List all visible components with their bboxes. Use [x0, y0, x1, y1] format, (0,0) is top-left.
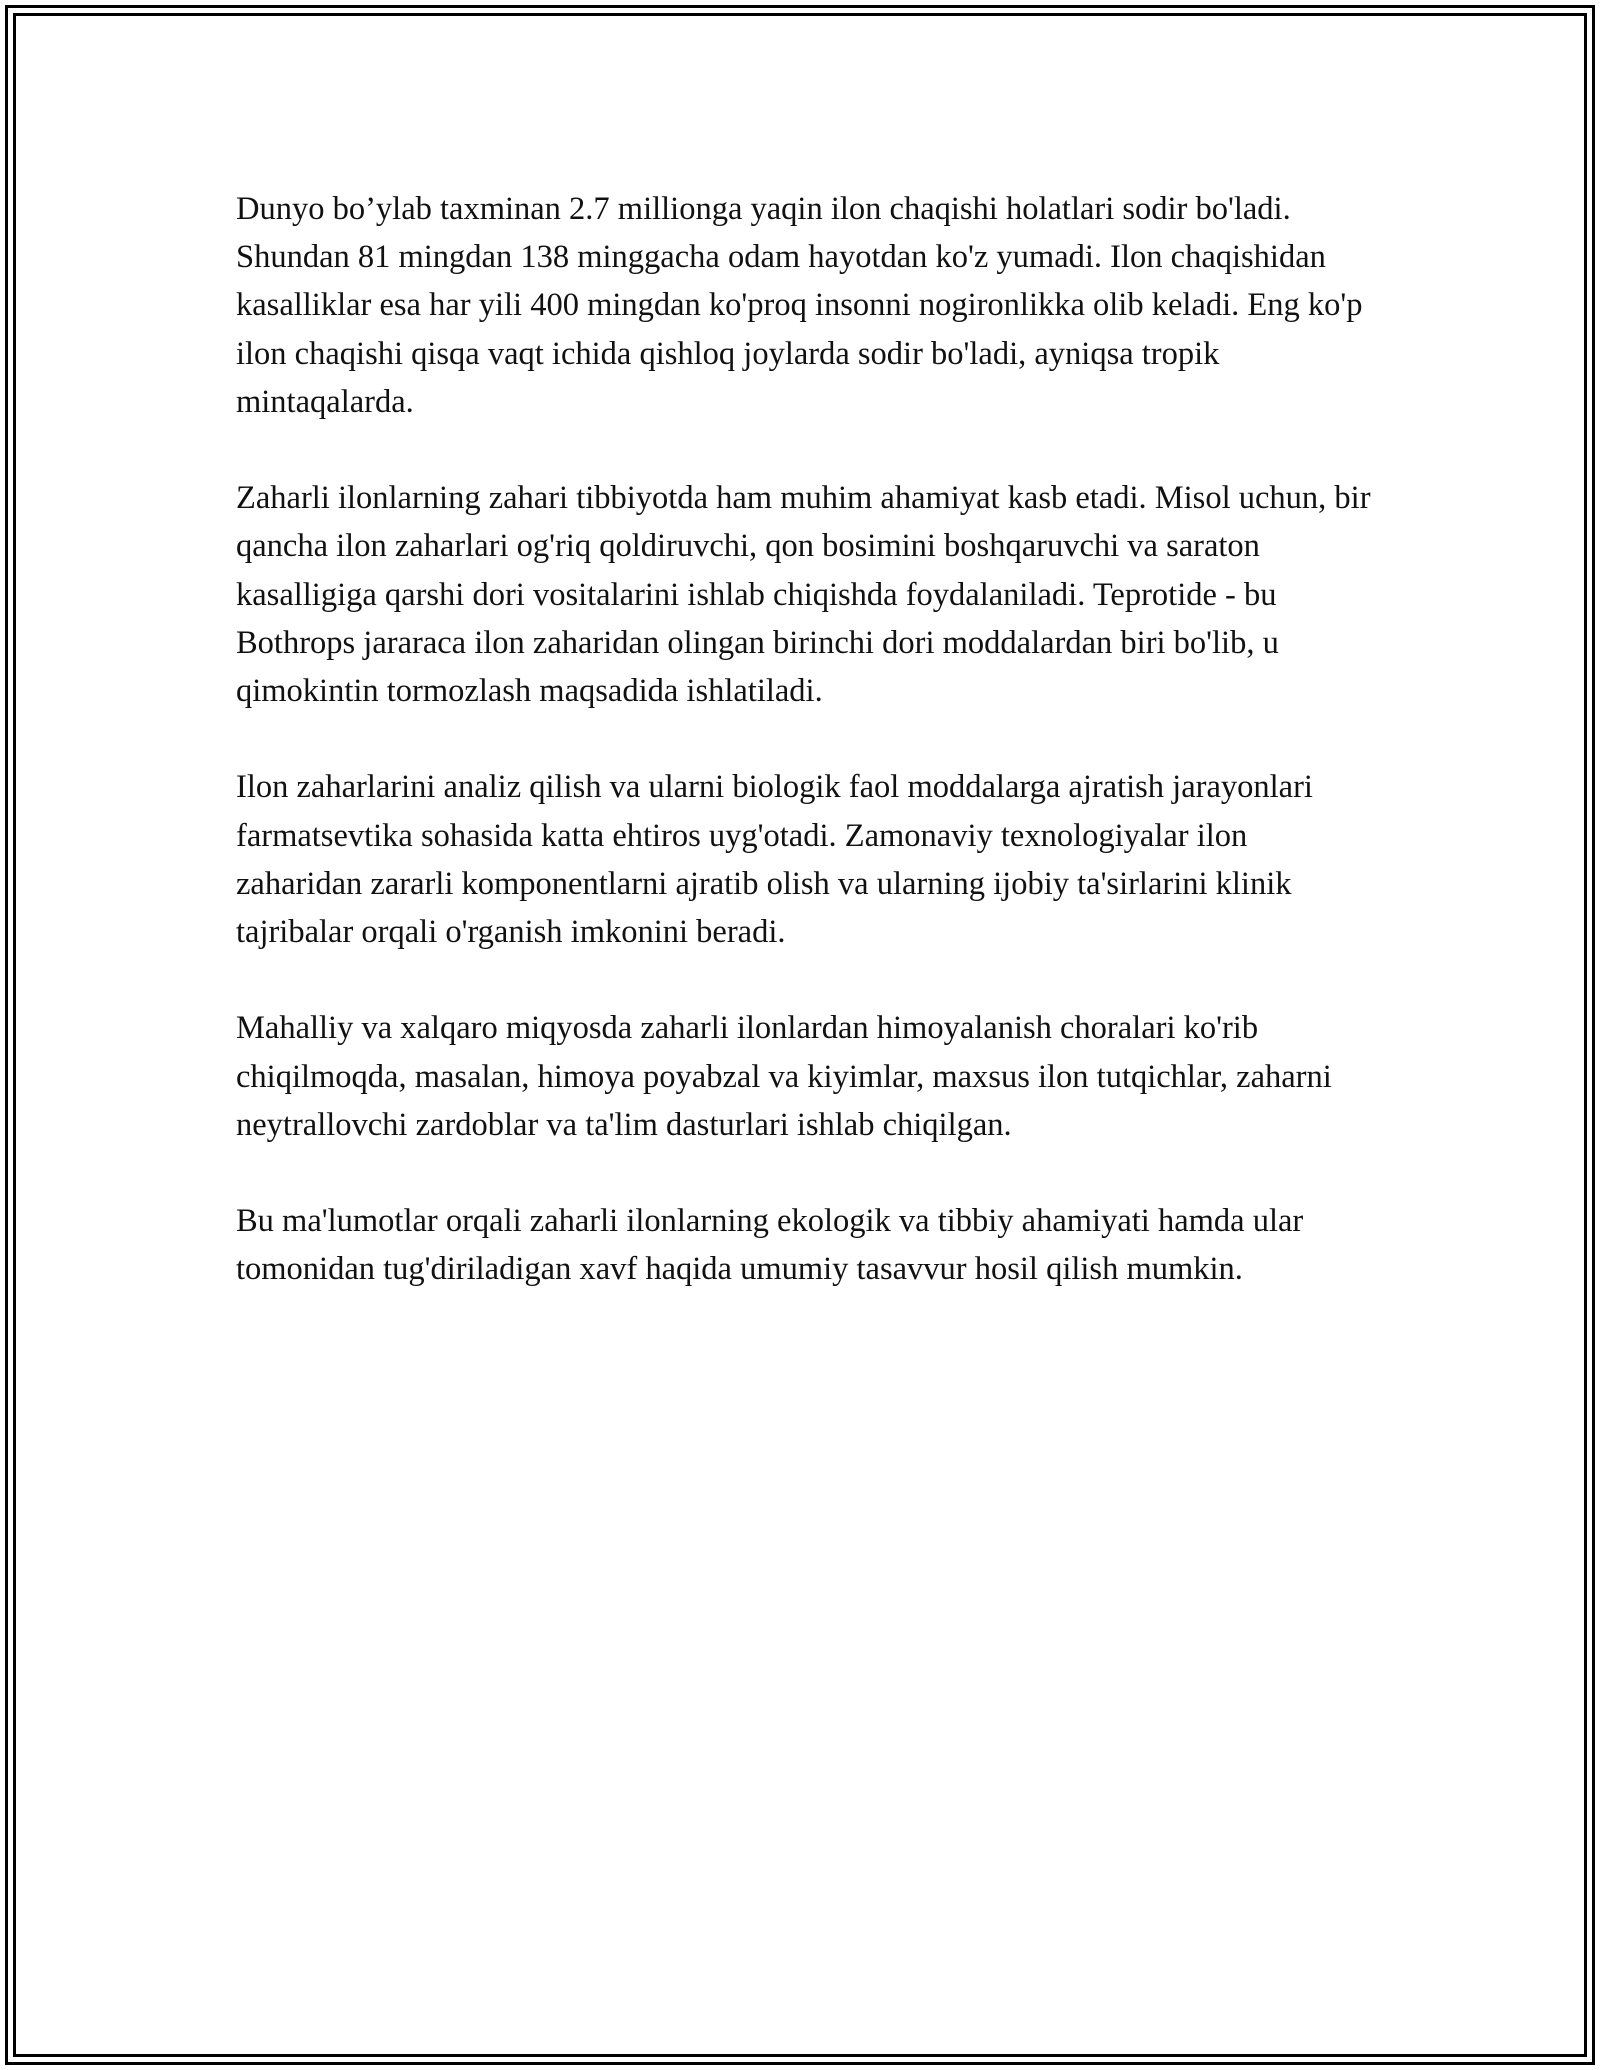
document-body	[236, 185, 1376, 1342]
paragraph-snakebite-statistics: Dunyo bo’ylab taxminan 2.7 millionga yaqin ilon chaqishi holatlari sodir bo'ladi. Shundan 81 mingdan 138 minggacha odam hayotdan ko'z yumadi. Ilon chaqishidan kasalliklar esa har yili 400 mingdan ko'proq insonni nogironlikka olib keladi. Eng ko'p ilon chaqishi qisqa vaqt ichida qishloq joylarda sodir bo'ladi, ayniqsa tropik mintaqalarda.	[236, 191, 1363, 420]
paragraph-conclusion: Bu ma'lumotlar orqali zaharli ilonlarning ekologik va tibbiy ahamiyati hamda ular tomonidan tug'diriladigan xavf haqida umumiy tasavvur hosil qilish mumkin.	[236, 1203, 1304, 1288]
paragraph-venom-analysis: Ilon zaharlarini analiz qilish va ularni biologik faol moddalarga ajratish jarayonlari farmatsevtika sohasida katta ehtiros uyg'otadi. Zamonaviy texnologiyalar ilon zaharidan zararli komponentlarni ajratib olish va ularning ijobiy ta'sirlarini klinik tajribalar orqali o'rganish imkonini beradi.	[236, 769, 1313, 951]
paragraph-venom-medicine: Zaharli ilonlarning zahari tibbiyotda ham muhim ahamiyat kasb etadi. Misol uchun, bir qancha ilon zaharlari og'riq qoldiruvchi, qon bosimini boshqaruvchi va saraton kasalligiga qarshi dori vositalarini ishlab chiqishda foydalaniladi. Teprotide - bu Bothrops jararaca ilon zaharidan olingan birinchi dori moddalardan biri bo'lib, u qimokintin tormozlash maqsadida ishlatiladi.	[236, 480, 1371, 710]
paragraph-protection-measures: Mahalliy va xalqaro miqyosda zaharli ilonlardan himoyalanish choralari ko'rib chiqilmoqda, masalan, himoya poyabzal va kiyimlar, maxsus ilon tutqichlar, zaharni neytrallovchi zardoblar va ta'lim dasturlari ishlab chiqilgan.	[236, 1010, 1332, 1143]
